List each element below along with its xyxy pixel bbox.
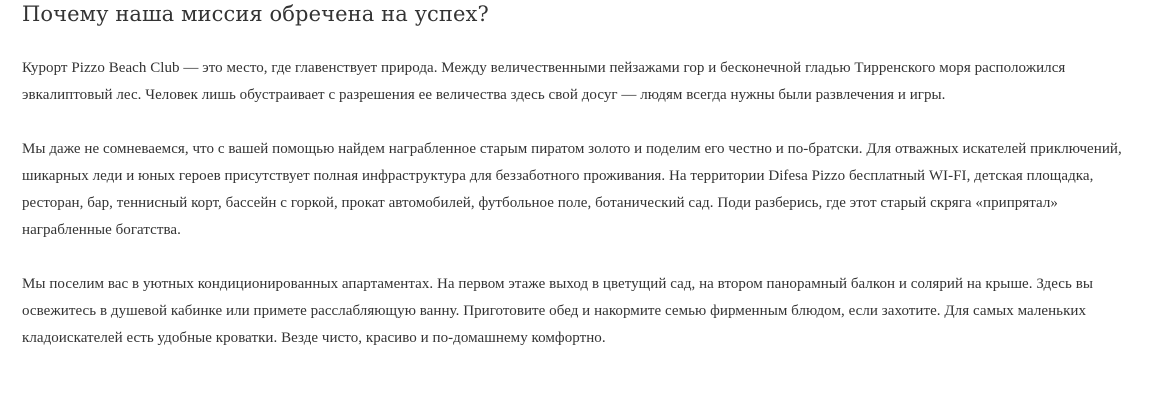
article-title: Почему наша миссия обречена на успех? [22,2,489,26]
article [22,0,1144,352]
article-paragraph-2: Мы даже не сомневаемся, что с вашей помощью найдем награбленное старым пиратом золото и поделим его честно и по-братски. Для отважных искателей приключений, шикарных леди и юных героев присутствует полная инфраструктура для беззаботного проживания. На территории Difesa Pizzo бесплатный WI-FI, детская площадка, ресторан, бар, теннисный корт, бассейн с горкой, прокат автомобилей, футбольное поле, ботанический сад. Поди разберись, где этот старый скряга «припрятал» награбленные богатства. [22,141,1122,238]
article-paragraph-3: Мы поселим вас в уютных кондиционированных апартаментах. На первом этаже выход в цветущий сад, на втором панорамный балкон и солярий на крыше. Здесь вы освежитесь в душевой кабинке или примете расслабляющую ванну. Приготовите обед и накормите семью фирменным блюдом, если захотите. Для самых маленьких кладоискателей есть удобные кроватки. Везде чисто, красиво и по-домашнему комфортно. [22,276,1093,346]
article-paragraph-1: Курорт Pizzo Beach Club — это место, где главенствует природа. Между величественными пейзажами гор и бесконечной гладью Тирренского моря расположился эвкалиптовый лес. Человек лишь обустраивает с разрешения ее величества здесь свой досуг — людям всегда нужны были развлечения и игры. [22,60,1066,103]
